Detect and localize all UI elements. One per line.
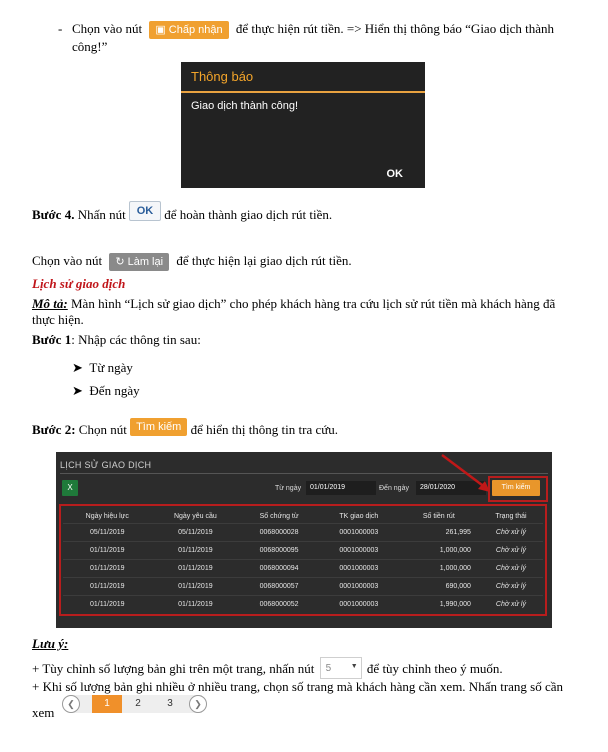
paragraph-accept (72, 21, 554, 39)
search-button-inline[interactable]: Tìm kiếm (130, 418, 187, 436)
cell-account: 0001000003 (319, 542, 399, 560)
column-header[interactable]: Số tiền rút (422, 512, 455, 520)
cell-amount: 261,995 (399, 524, 479, 542)
note-line3: xem (32, 705, 55, 720)
arrow-bullet-icon: ➤ (72, 360, 83, 375)
step2-post: để hiển thị thông tin tra cứu. (190, 422, 339, 437)
to-date-input[interactable]: 28/01/2020 (416, 481, 486, 495)
note-line2: + Khi số lượng bản ghi nhiều ở nhiều trang, chọn số trang mà khách hàng cần xem. Nhấn trang số cần (32, 679, 564, 694)
list-item (72, 383, 140, 399)
cell-doc-number: 0068000094 (239, 560, 319, 578)
reset-button-label: Làm lại (127, 256, 164, 269)
step1-text: : Nhập các thông tin sau: (71, 332, 201, 347)
cell-status: Chờ xử lý (479, 596, 543, 614)
table-row[interactable] (63, 578, 543, 596)
to-date-label: Đến ngày (379, 485, 409, 492)
save-icon: ▣ (155, 24, 166, 37)
step4-label: Bước 4. (32, 207, 75, 222)
table-row[interactable] (63, 524, 543, 542)
cell-effective-date: 01/11/2019 (63, 542, 152, 560)
text-pre: Chọn vào nút (72, 21, 143, 36)
cell-effective-date: 01/11/2019 (63, 578, 152, 596)
cell-request-date: 01/11/2019 (152, 596, 240, 614)
step2-paragraph (32, 422, 338, 438)
cell-effective-date: 01/11/2019 (63, 596, 152, 614)
ok-button[interactable]: OK (129, 201, 161, 221)
page-size-value: 5 (325, 663, 332, 675)
column-header[interactable]: Trạng thái (495, 512, 527, 520)
pointer-arrow-icon (436, 452, 496, 496)
accept-button-label: Chấp nhận (168, 24, 223, 37)
table-row[interactable] (63, 560, 543, 578)
pagination (62, 695, 210, 715)
search-button[interactable]: Tìm kiếm (492, 480, 540, 496)
from-date-label: Từ ngày (275, 485, 302, 492)
table-row[interactable] (63, 596, 543, 614)
redo-pre: Chọn vào nút (32, 253, 103, 268)
cell-amount: 1,000,000 (399, 560, 479, 578)
page-2[interactable]: 2 (135, 698, 141, 709)
dialog-message: Giao dịch thành công! (191, 100, 299, 112)
step2-pre: Chọn nút (78, 422, 127, 437)
cell-effective-date: 01/11/2019 (63, 560, 152, 578)
accept-button[interactable] (149, 21, 228, 39)
redo-paragraph (32, 253, 352, 271)
description-line1 (32, 296, 555, 312)
cell-doc-number: 0068000052 (239, 596, 319, 614)
step2-label: Bước 2: (32, 422, 76, 437)
prev-page-icon[interactable]: ❮ (62, 695, 80, 713)
cell-status: Chờ xử lý (479, 578, 543, 596)
note-line1 (32, 661, 503, 679)
history-table (63, 509, 543, 613)
cell-doc-number: 0068000095 (239, 542, 319, 560)
note-line1-post: để tùy chỉnh theo ý muốn. (366, 661, 503, 676)
cell-status: Chờ xử lý (479, 542, 543, 560)
from-date-input[interactable]: 01/01/2019 (306, 481, 376, 495)
dialog-title: Thông báo (191, 69, 254, 84)
cell-effective-date: 05/11/2019 (63, 524, 152, 542)
cell-account: 0001000003 (319, 560, 399, 578)
cell-doc-number: 0068000057 (239, 578, 319, 596)
cell-amount: 690,000 (399, 578, 479, 596)
cell-amount: 1,000,000 (399, 542, 479, 560)
dialog-divider (181, 91, 425, 93)
notification-dialog (181, 62, 425, 188)
list-item-from: Từ ngày (89, 360, 133, 375)
cell-status: Chờ xử lý (479, 524, 543, 542)
redo-post: để thực hiện lại giao dịch rút tiền. (176, 253, 352, 268)
page-size-select[interactable] (320, 657, 362, 679)
dialog-ok-button[interactable]: OK (386, 168, 403, 180)
step1-label: Bước 1 (32, 332, 72, 347)
cell-doc-number: 0068000028 (239, 524, 319, 542)
table-header-row (63, 509, 543, 524)
refresh-icon: ↻ (115, 256, 125, 269)
description-text1: Màn hình “Lịch sử giao dịch” cho phép khách hàng tra cứu lịch sử rút tiền mà khách hàng đã (71, 296, 556, 311)
column-header[interactable]: Ngày hiệu lực (85, 512, 129, 520)
table-row[interactable] (63, 542, 543, 560)
description-label: Mô tả: (32, 296, 68, 311)
cell-request-date: 05/11/2019 (152, 524, 240, 542)
page-1[interactable]: 1 (92, 695, 122, 713)
cell-account: 0001000003 (319, 524, 399, 542)
arrow-bullet-icon: ➤ (72, 383, 83, 398)
cell-request-date: 01/11/2019 (152, 560, 240, 578)
text-post: để thực hiện rút tiền. => Hiển thị thông báo “Giao dịch thành (235, 21, 554, 36)
section-title: Lịch sử giao dịch (32, 276, 126, 291)
list-item (72, 360, 133, 376)
note-label: Lưu ý: (32, 636, 69, 651)
excel-export-icon[interactable]: X (62, 480, 78, 496)
column-header[interactable]: Ngày yêu cầu (173, 512, 217, 520)
list-item-to: Đến ngày (89, 383, 140, 398)
next-page-icon[interactable]: ❯ (189, 695, 207, 713)
history-panel (56, 452, 552, 628)
reset-button[interactable] (109, 253, 169, 271)
bullet-dash: - (58, 21, 63, 36)
cell-request-date: 01/11/2019 (152, 542, 240, 560)
text-post2: công!” (72, 39, 108, 54)
caret-down-icon: ▼ (350, 663, 358, 671)
cell-status: Chờ xử lý (479, 560, 543, 578)
step4-pre: Nhấn nút (77, 207, 126, 222)
cell-account: 0001000003 (319, 596, 399, 614)
description-text2: thực hiện. (32, 312, 84, 327)
panel-title: LỊCH SỬ GIAO DỊCH (60, 460, 152, 470)
step4-post: để hoàn thành giao dịch rút tiền. (164, 207, 333, 222)
step1-paragraph (32, 332, 201, 348)
cell-amount: 1,990,000 (399, 596, 479, 614)
cell-account: 0001000003 (319, 578, 399, 596)
note-line1-pre: + Tùy chỉnh số lượng bản ghi trên một trang, nhấn nút (32, 661, 315, 676)
step4-paragraph (32, 204, 332, 226)
page-3[interactable]: 3 (167, 698, 173, 709)
column-header[interactable]: Số chứng từ (259, 512, 299, 520)
cell-request-date: 01/11/2019 (152, 578, 240, 596)
column-header[interactable]: TK giao dịch (339, 512, 379, 520)
